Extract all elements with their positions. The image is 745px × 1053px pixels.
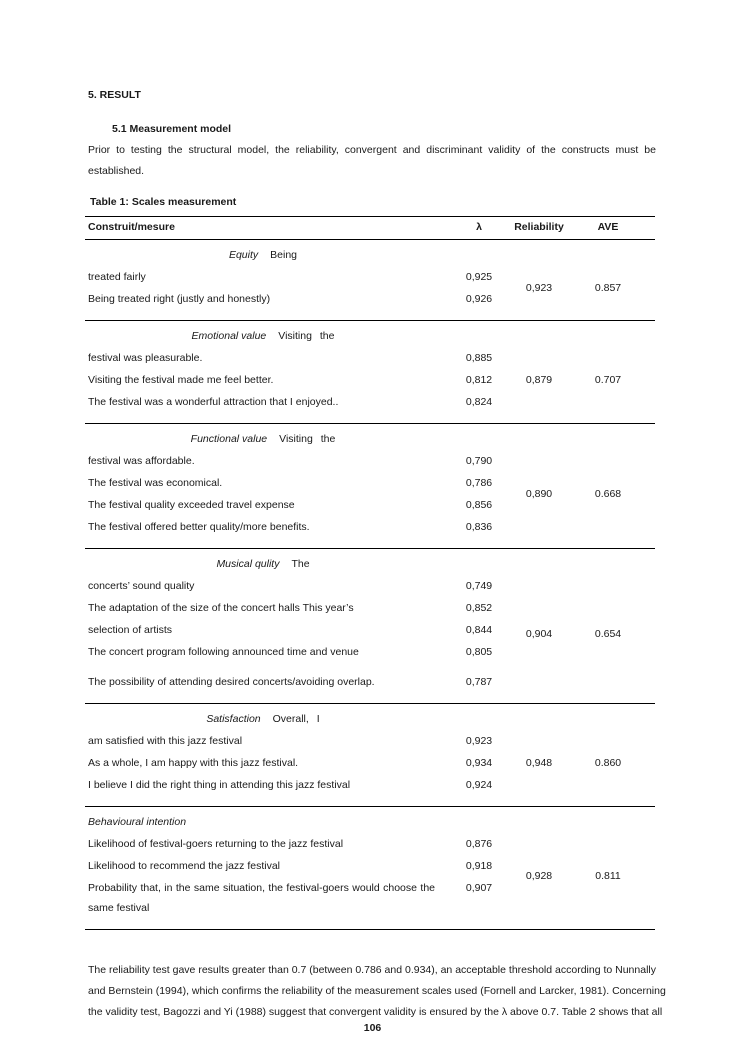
item-label: The festival was economical.	[88, 477, 223, 489]
construct-header-rest: Being	[270, 249, 298, 261]
item-label: Being treated right (justly and honestly)	[88, 293, 271, 305]
item-label: festival was pleasurable.	[88, 352, 203, 364]
page-number: 106	[363, 1022, 382, 1034]
item-lambda-value: 0,787	[465, 676, 493, 688]
item-label: festival was affordable.	[88, 455, 195, 467]
construct-name: Emotional value	[191, 330, 267, 342]
column-header-lambda: λ	[476, 221, 482, 233]
item-lambda-value: 0,926	[465, 293, 493, 305]
table-section	[85, 549, 655, 704]
item-lambda-value: 0,885	[465, 352, 493, 364]
item-lambda-value: 0,836	[465, 521, 493, 533]
intro-paragraph	[88, 140, 656, 182]
column-header-reliability: Reliability	[514, 221, 564, 233]
item-label: The festival was a wonderful attraction that I enjoyed..	[88, 396, 339, 408]
construct-header-rest: Overall, I	[272, 713, 320, 725]
item-lambda-value: 0,844	[465, 624, 493, 636]
item-lambda-value: 0,918	[465, 860, 493, 872]
item-label: concerts’ sound quality	[88, 580, 195, 592]
construct-name: Musical qulity	[216, 558, 280, 570]
table-section	[85, 807, 655, 930]
paragraph-line: Prior to testing the structural model, the reliability, convergent and discriminant validity of the constructs must be	[88, 144, 656, 156]
item-lambda-value: 0,852	[465, 602, 493, 614]
section-header	[85, 324, 441, 347]
section-reliability-value: 0,879	[525, 374, 553, 386]
item-lambda-value: 0,924	[465, 779, 493, 791]
table-section	[85, 240, 655, 321]
section-header	[85, 707, 441, 730]
section-ave-value: 0.860	[594, 757, 622, 769]
scales-table	[85, 216, 655, 930]
item-lambda-value: 0,824	[465, 396, 493, 408]
item-label: The festival quality exceeded travel expense	[88, 499, 295, 511]
item-label: Likelihood to recommend the jazz festival	[88, 860, 281, 872]
item-lambda-value: 0,812	[465, 374, 493, 386]
section-reliability-value: 0,928	[525, 870, 553, 882]
item-label: treated fairly	[88, 271, 146, 283]
construct-name: Satisfaction	[206, 713, 261, 725]
section-header	[85, 810, 441, 833]
section-header	[85, 243, 441, 266]
paragraph-line: The reliability test gave results greater than 0.7 (between 0.786 and 0.934), an acceptable threshold according to Nunnally	[88, 964, 656, 976]
item-label: The adaptation of the size of the concert halls This year’s	[88, 602, 354, 614]
paragraph-line: and Bernstein (1994), which confirms the reliability of the measurement scales used (Fornell and Larcker, 1981). Concerning	[88, 985, 666, 997]
item-label: The possibility of attending desired concerts/avoiding overlap.	[88, 676, 375, 688]
item-lambda-value: 0,790	[465, 455, 493, 467]
table-header-row	[85, 216, 655, 240]
paragraph-line: the validity test, Bagozzi and Yi (1988) suggest that convergent validity is ensured by the λ above 0.7. Table 2 shows that all	[88, 1006, 663, 1018]
item-lambda-value: 0,749	[465, 580, 493, 592]
section-reliability-value: 0,904	[525, 628, 553, 640]
item-lambda-value: 0,925	[465, 271, 493, 283]
table-section	[85, 424, 655, 549]
section-heading: 5. RESULT	[88, 89, 141, 101]
table-body	[85, 240, 655, 930]
section-reliability-value: 0,948	[525, 757, 553, 769]
item-lambda-value: 0,923	[465, 735, 493, 747]
table-section	[85, 704, 655, 807]
item-lambda-value: 0,876	[465, 838, 493, 850]
section-ave-value: 0.857	[594, 282, 622, 294]
section-reliability-value: 0,890	[525, 488, 553, 500]
construct-name: Equity	[228, 249, 259, 261]
item-lambda-value: 0,786	[465, 477, 493, 489]
item-lambda-value: 0,907	[465, 882, 493, 894]
section-reliability-value: 0,923	[525, 282, 553, 294]
item-label: Probability that, in the same situation, the festival-goers would choose the same festival	[88, 882, 435, 914]
table-section	[85, 321, 655, 424]
section-ave-value: 0.654	[594, 628, 622, 640]
item-label: Visiting the festival made me feel better.	[88, 374, 274, 386]
item-label: I believe I did the right thing in attending this jazz festival	[88, 779, 351, 791]
item-label: The festival offered better quality/more benefits.	[88, 521, 310, 533]
section-header	[85, 427, 441, 450]
construct-header-rest: Visiting the	[278, 330, 335, 342]
item-label: selection of artists	[88, 624, 173, 636]
section-header	[85, 552, 441, 575]
column-header-ave: AVE	[597, 221, 619, 233]
item-label: As a whole, I am happy with this jazz festival.	[88, 757, 299, 769]
item-label: Likelihood of festival-goers returning to the jazz festival	[88, 838, 344, 850]
column-header-construct: Construit/mesure	[88, 221, 175, 233]
page-content	[88, 88, 666, 1023]
construct-header-rest: Visiting the	[279, 433, 336, 445]
table-caption: Table 1: Scales measurement	[90, 196, 237, 208]
result-paragraph	[88, 960, 666, 1023]
subsection-heading: 5.1 Measurement model	[112, 123, 232, 135]
item-label: The concert program following announced time and venue	[88, 646, 359, 658]
construct-name: Behavioural intention	[88, 816, 187, 828]
item-lambda-value: 0,805	[465, 646, 493, 658]
construct-header-rest: The	[291, 558, 310, 570]
paragraph-line: established.	[88, 165, 145, 177]
section-ave-value: 0.811	[595, 870, 621, 882]
item-label: am satisfied with this jazz festival	[88, 735, 243, 747]
item-lambda-value: 0,856	[465, 499, 493, 511]
construct-name: Functional value	[190, 433, 268, 445]
section-ave-value: 0.707	[594, 374, 622, 386]
section-ave-value: 0.668	[594, 488, 622, 500]
item-lambda-value: 0,934	[465, 757, 493, 769]
